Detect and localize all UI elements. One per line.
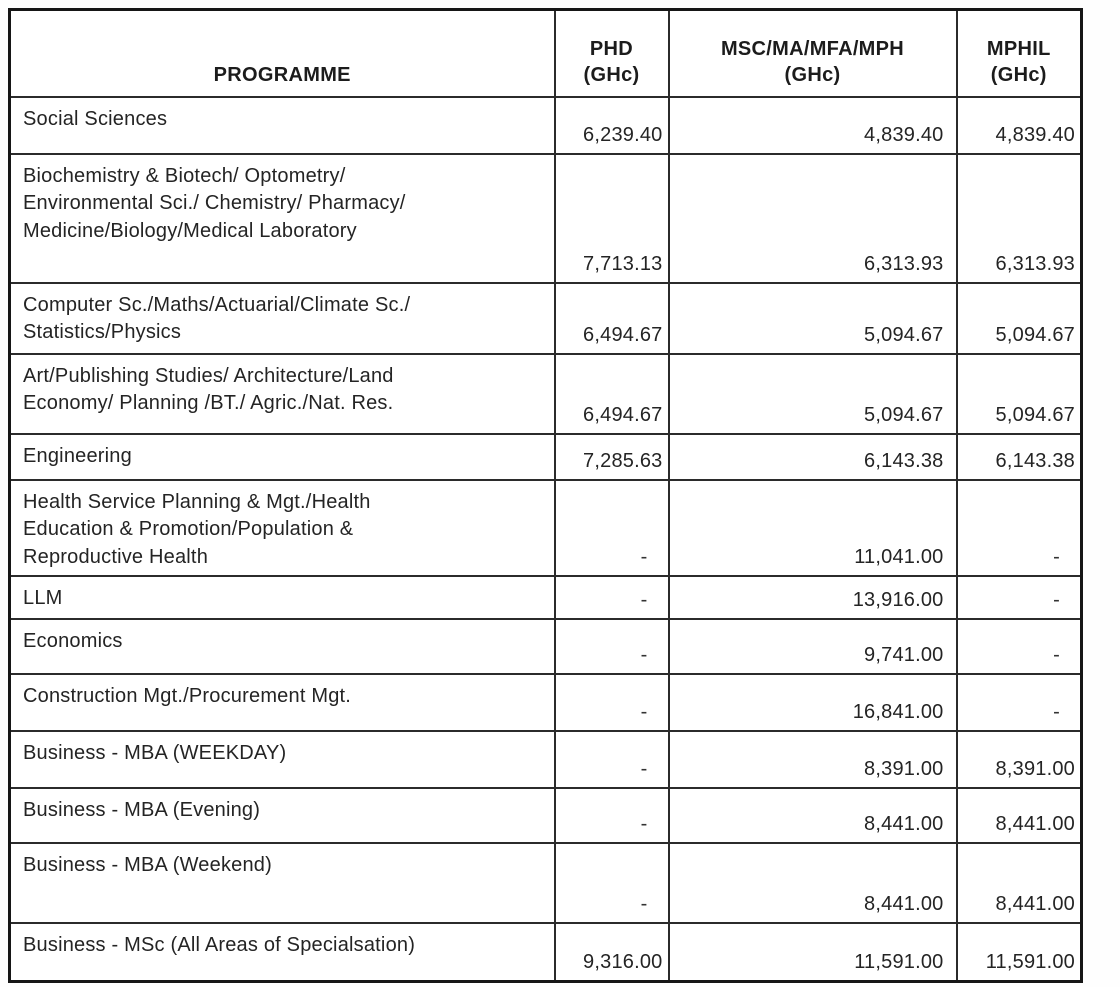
programme-label: Art/Publishing Studies/ Architecture/Land Economy/ Planning /BT./ Agric./Nat. Res.	[23, 364, 394, 415]
cell-mphil	[957, 283, 1082, 354]
cell-programme	[10, 154, 555, 283]
mphil-fee-value: 8,441.00	[995, 893, 1075, 916]
cell-msc	[669, 354, 957, 434]
cell-mphil	[957, 843, 1082, 923]
column-header-programme	[10, 10, 555, 97]
mphil-fee-value: 6,313.93	[995, 252, 1075, 275]
table-row	[10, 923, 1082, 981]
msc-fee-value: 11,591.00	[854, 950, 944, 973]
cell-phd	[555, 154, 669, 283]
column-header-label: PHD	[589, 37, 634, 60]
mphil-fee-value: -	[1053, 644, 1060, 667]
msc-fee-value: 9,741.00	[864, 644, 944, 667]
cell-programme	[10, 674, 555, 731]
programme-label: Computer Sc./Maths/Actuarial/Climate Sc./ Statistics/Physics	[23, 293, 411, 344]
fees-table	[8, 8, 1083, 983]
cell-programme	[10, 434, 555, 480]
programme-label: Business - MBA (Weekend)	[23, 854, 272, 877]
cell-mphil	[957, 480, 1082, 577]
table-row	[10, 354, 1082, 434]
table-row	[10, 731, 1082, 788]
column-header-msc	[669, 10, 957, 97]
programme-label: Health Service Planning & Mgt./Health Education & Promotion/Population & Reproductive Health	[23, 490, 371, 568]
table-body	[10, 97, 1082, 982]
column-header-label: PROGRAMME	[213, 63, 351, 86]
cell-mphil	[957, 154, 1082, 283]
table-row	[10, 674, 1082, 731]
msc-fee-value: 6,313.93	[864, 252, 944, 275]
programme-label: Business - MBA (WEEKDAY)	[23, 742, 287, 765]
msc-fee-value: 8,391.00	[864, 758, 944, 781]
phd-fee-value: 6,494.67	[583, 403, 663, 426]
mphil-fee-value: 5,094.67	[995, 323, 1075, 346]
cell-mphil	[957, 674, 1082, 731]
phd-fee-value: -	[640, 758, 648, 781]
cell-phd	[555, 923, 669, 981]
phd-fee-value: -	[640, 701, 648, 724]
cell-msc	[669, 923, 957, 981]
mphil-fee-value: 11,591.00	[985, 950, 1075, 973]
table-row	[10, 619, 1082, 674]
cell-msc	[669, 434, 957, 480]
programme-label: Engineering	[23, 444, 132, 467]
cell-programme	[10, 576, 555, 619]
mphil-fee-value: 6,143.38	[995, 449, 1075, 472]
msc-fee-value: 16,841.00	[852, 701, 944, 724]
column-header-label: MPHIL	[986, 37, 1051, 60]
msc-fee-value: 6,143.38	[864, 449, 944, 472]
cell-programme	[10, 97, 555, 154]
phd-fee-value: -	[640, 589, 648, 612]
phd-fee-value: 7,713.13	[583, 252, 663, 275]
mphil-fee-value: 5,094.67	[995, 403, 1075, 426]
msc-fee-value: 11,041.00	[854, 546, 944, 569]
msc-fee-value: 5,094.67	[864, 323, 944, 346]
cell-msc	[669, 843, 957, 923]
phd-fee-value: -	[640, 644, 648, 667]
cell-msc	[669, 619, 957, 674]
cell-msc	[669, 788, 957, 843]
table-row	[10, 576, 1082, 619]
cell-phd	[555, 434, 669, 480]
cell-phd	[555, 480, 669, 577]
cell-mphil	[957, 923, 1082, 981]
table-row	[10, 434, 1082, 480]
phd-fee-value: -	[640, 893, 648, 916]
phd-fee-value: -	[640, 813, 648, 836]
cell-programme	[10, 843, 555, 923]
cell-mphil	[957, 97, 1082, 154]
cell-programme	[10, 354, 555, 434]
msc-fee-value: 8,441.00	[864, 813, 944, 836]
cell-msc	[669, 283, 957, 354]
cell-mphil	[957, 434, 1082, 480]
column-header-label: MSC/MA/MFA/MPH	[720, 37, 905, 60]
cell-mphil	[957, 619, 1082, 674]
programme-label: Social Sciences	[23, 107, 168, 130]
msc-fee-value: 5,094.67	[864, 403, 944, 426]
cell-mphil	[957, 354, 1082, 434]
header-row	[10, 10, 1082, 97]
cell-phd	[555, 283, 669, 354]
cell-programme	[10, 923, 555, 981]
cell-phd	[555, 788, 669, 843]
column-header-unit: (GHc)	[583, 63, 640, 86]
msc-fee-value: 8,441.00	[864, 893, 944, 916]
cell-mphil	[957, 788, 1082, 843]
cell-phd	[555, 674, 669, 731]
cell-msc	[669, 480, 957, 577]
phd-fee-value: 6,239.40	[583, 123, 663, 146]
programme-label: Business - MSc (All Areas of Specialsation)	[23, 934, 416, 957]
programme-label: Business - MBA (Evening)	[23, 799, 261, 822]
cell-programme	[10, 731, 555, 788]
mphil-fee-value: -	[1053, 546, 1060, 569]
mphil-fee-value: 8,391.00	[995, 758, 1075, 781]
cell-msc	[669, 674, 957, 731]
cell-programme	[10, 788, 555, 843]
column-header-unit: (GHc)	[990, 63, 1047, 86]
phd-fee-value: 9,316.00	[583, 950, 663, 973]
mphil-fee-value: 8,441.00	[995, 813, 1075, 836]
cell-phd	[555, 619, 669, 674]
table-row	[10, 97, 1082, 154]
table-row	[10, 480, 1082, 577]
cell-phd	[555, 97, 669, 154]
cell-msc	[669, 97, 957, 154]
table-row	[10, 843, 1082, 923]
msc-fee-value: 13,916.00	[852, 589, 944, 612]
cell-programme	[10, 283, 555, 354]
column-header-unit: (GHc)	[784, 63, 841, 86]
phd-fee-value: 7,285.63	[583, 449, 663, 472]
mphil-fee-value: -	[1053, 701, 1060, 724]
table-row	[10, 283, 1082, 354]
cell-msc	[669, 731, 957, 788]
cell-mphil	[957, 731, 1082, 788]
cell-phd	[555, 354, 669, 434]
msc-fee-value: 4,839.40	[864, 123, 944, 146]
phd-fee-value: -	[640, 546, 648, 569]
column-header-mphil	[957, 10, 1082, 97]
cell-programme	[10, 619, 555, 674]
programme-label: Economics	[23, 630, 123, 653]
cell-msc	[669, 154, 957, 283]
cell-phd	[555, 576, 669, 619]
mphil-fee-value: -	[1053, 589, 1060, 612]
programme-label: Construction Mgt./Procurement Mgt.	[23, 685, 352, 708]
cell-mphil	[957, 576, 1082, 619]
table-row	[10, 154, 1082, 283]
cell-phd	[555, 731, 669, 788]
programme-label: LLM	[23, 587, 63, 610]
table-row	[10, 788, 1082, 843]
programme-label: Biochemistry & Biotech/ Optometry/ Environmental Sci./ Chemistry/ Pharmacy/ Medicine/Biology/Medical Laboratory	[23, 164, 406, 242]
cell-msc	[669, 576, 957, 619]
mphil-fee-value: 4,839.40	[995, 123, 1075, 146]
cell-programme	[10, 480, 555, 577]
cell-phd	[555, 843, 669, 923]
column-header-phd	[555, 10, 669, 97]
phd-fee-value: 6,494.67	[583, 323, 663, 346]
